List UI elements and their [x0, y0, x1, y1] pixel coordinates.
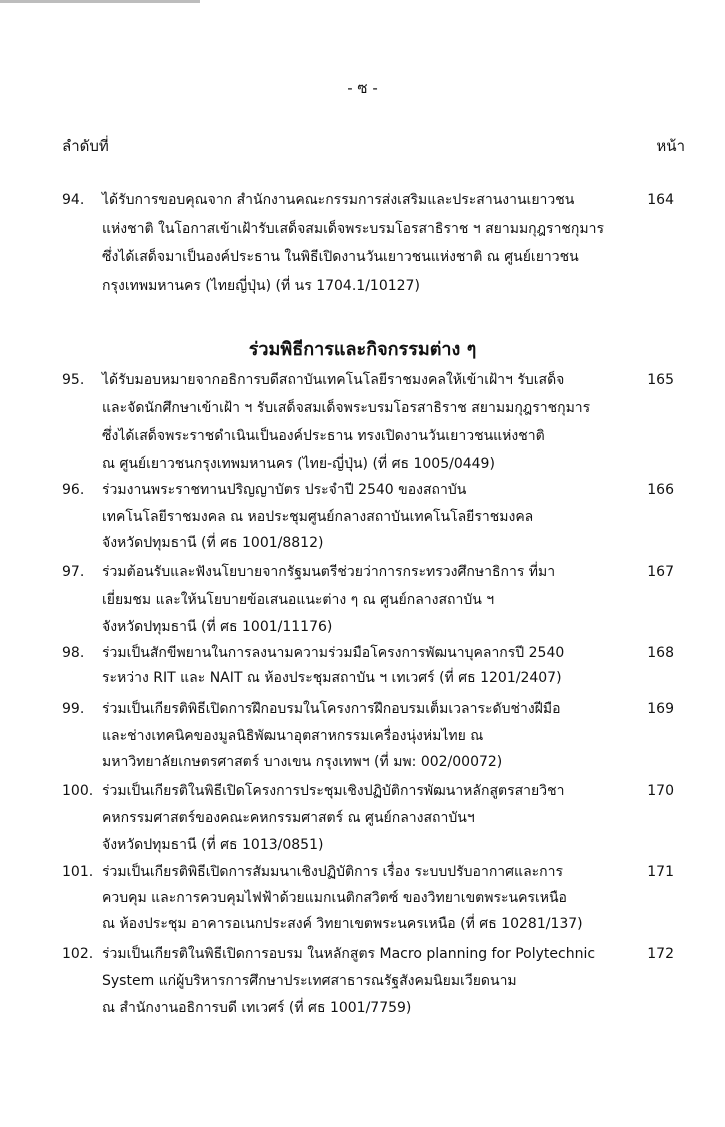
entry-text: [102, 941, 622, 1022]
entry-page-number: 169: [647, 701, 674, 717]
entry-line: ร่วมเป็นเกียรติในพิธีเปิดโครงการประชุมเชิงปฏิบัติการพัฒนาหลักสูตรสายวิชา: [102, 783, 565, 799]
entry-number: 96.: [62, 482, 85, 498]
entry-line: ร่วมเป็นสักขีพยานในการลงนามความร่วมมือโครงการพัฒนาบุคลากรปี 2540: [102, 645, 565, 661]
entry-line: ได้รับมอบหมายจากอธิการบดีสถาบันเทคโนโลยีราชมงคลให้เข้าเฝ้าฯ รับเสด็จ: [102, 372, 565, 388]
entry-page-number: 170: [647, 783, 674, 799]
entry-page-number: 172: [647, 946, 674, 962]
entry-number: 102.: [62, 946, 94, 962]
column-header-page: หน้า: [656, 137, 685, 155]
entry-line: ร่วมเป็นเกียรติพิธีเปิดการฝึกอบรมในโครงการฝึกอบรมเต็มเวลาระดับช่างฝีมือ: [102, 701, 561, 717]
entry-page-number: 167: [647, 564, 674, 580]
entry-text: [102, 186, 622, 300]
entry-number: 97.: [62, 564, 85, 580]
entry-line: จังหวัดปทุมธานี (ที่ ศธ 1001/8812): [102, 535, 324, 551]
list-item: [62, 641, 674, 691]
entry-line: ซึ่งได้เสด็จพระราชดำเนินเป็นองค์ประธาน ทรงเปิดงานวันเยาวชนแห่งชาติ: [102, 428, 545, 444]
entry-number: 95.: [62, 372, 85, 388]
entry-number: 98.: [62, 645, 85, 661]
entry-page-number: 168: [647, 645, 674, 661]
entry-line: เทคโนโลยีราชมงคล ณ หอประชุมศูนย์กลางสถาบันเทคโนโลยีราชมงคล: [102, 508, 534, 525]
list-item: [62, 477, 674, 557]
entry-line: ร่วมเป็นเกียรติพิธีเปิดการสัมมนาเชิงปฏิบัติการ เรื่อง ระบบปรับอากาศและการ: [102, 864, 564, 880]
entry-line: มหาวิทยาลัยเกษตรศาสตร์ บางเขน กรุงเทพฯ (ที่ มพ: 002/00072): [102, 754, 503, 770]
list-item: [62, 859, 674, 937]
entry-text: [102, 366, 622, 478]
entry-number: 100.: [62, 783, 94, 799]
entry-line: จังหวัดปทุมธานี (ที่ ศธ 1001/11176): [102, 619, 333, 635]
entry-line: ร่วมเป็นเกียรติในพิธีเปิดการอบรม ในหลักสูตร Macro planning for Polytechnic: [102, 946, 596, 962]
entry-text: [102, 641, 622, 691]
entry-number: 101.: [62, 864, 94, 880]
entry-line: และช่างเทคนิคของมูลนิธิพัฒนาอุตสาหกรรมเครื่องนุ่งห่มไทย ณ: [102, 727, 484, 744]
entry-page-number: 166: [647, 482, 674, 498]
entry-page-number: 164: [647, 192, 674, 208]
entry-line: ณ ห้องประชุม อาคารอเนกประสงค์ วิทยาเขตพระนครเหนือ (ที่ ศธ 10281/137): [102, 916, 583, 932]
section-title: ร่วมพิธีการและกิจกรรมต่าง ๆ: [248, 339, 477, 360]
entry-line: ณ สำนักงานอธิการบดี เทเวศร์ (ที่ ศธ 1001/7759): [102, 1000, 412, 1016]
list-item: [62, 559, 674, 642]
list-item: [62, 941, 674, 1022]
entry-line: เยี่ยมชม และให้นโยบายข้อเสนอแนะต่าง ๆ ณ ศูนย์กลางสถาบัน ฯ: [102, 591, 495, 608]
page-number: - ซ -: [347, 79, 378, 97]
column-header-order: ลำดับที่: [62, 137, 109, 155]
entry-line: แห่งชาติ ในโอกาสเข้าเฝ้ารับเสด็จสมเด็จพระบรมโอรสาธิราช ฯ สยามมกุฎราชกุมาร: [102, 220, 605, 237]
entry-text: [102, 477, 622, 557]
list-item: [62, 696, 674, 776]
entry-text: [102, 778, 622, 859]
entry-line: ร่วมงานพระราชทานปริญญาบัตร ประจำปี 2540 ของสถาบัน: [102, 482, 467, 498]
list-item: [62, 366, 674, 478]
list-item: [62, 186, 674, 300]
entry-line: ณ ศูนย์เยาวชนกรุงเทพมหานคร (ไทย-ญี่ปุ่น) (ที่ ศธ 1005/0449): [102, 456, 495, 472]
entry-line: ได้รับการขอบคุณจาก สำนักงานคณะกรรมการส่งเสริมและประสานงานเยาวชน: [102, 192, 575, 208]
entry-line: คหกรรมศาสตร์ของคณะคหกรรมศาสตร์ ณ ศูนย์กลางสถาบันฯ: [102, 810, 475, 826]
entry-line: ระหว่าง RIT และ NAIT ณ ห้องประชุมสถาบัน ฯ เทเวศร์ (ที่ ศธ 1201/2407): [102, 670, 562, 686]
entry-line: จังหวัดปทุมธานี (ที่ ศธ 1013/0851): [102, 837, 324, 853]
entry-text: [102, 559, 622, 642]
entry-line: ควบคุม และการควบคุมไฟฟ้าด้วยแมกเนติกสวิตซ์ ของวิทยาเขตพระนครเหนือ: [102, 890, 567, 906]
top-rule: [0, 0, 200, 3]
list-item: [62, 778, 674, 859]
entry-number: 94.: [62, 192, 85, 208]
entry-line: และจัดนักศึกษาเข้าเฝ้า ฯ รับเสด็จสมเด็จพระบรมโอรสาธิราช สยามมกุฎราชกุมาร: [102, 400, 591, 416]
entry-line: กรุงเทพมหานคร (ไทยญี่ปุ่น) (ที่ นร 1704.1/10127): [102, 277, 420, 294]
entry-text: [102, 696, 622, 776]
entry-line: ร่วมต้อนรับและฟังนโยบายจากรัฐมนตรีช่วยว่าการกระทรวงศึกษาธิการ ที่มา: [102, 564, 556, 580]
entry-page-number: 165: [647, 372, 674, 388]
entry-text: [102, 859, 622, 937]
entry-page-number: 171: [647, 864, 674, 880]
entry-number: 99.: [62, 701, 85, 717]
entry-line: ซึ่งได้เสด็จมาเป็นองค์ประธาน ในพิธีเปิดงานวันเยาวชนแห่งชาติ ณ ศูนย์เยาวชน: [102, 249, 579, 265]
entry-line: System แก่ผู้บริหารการศึกษาประเทศสาธารณรัฐสังคมนิยมเวียดนาม: [102, 973, 517, 989]
